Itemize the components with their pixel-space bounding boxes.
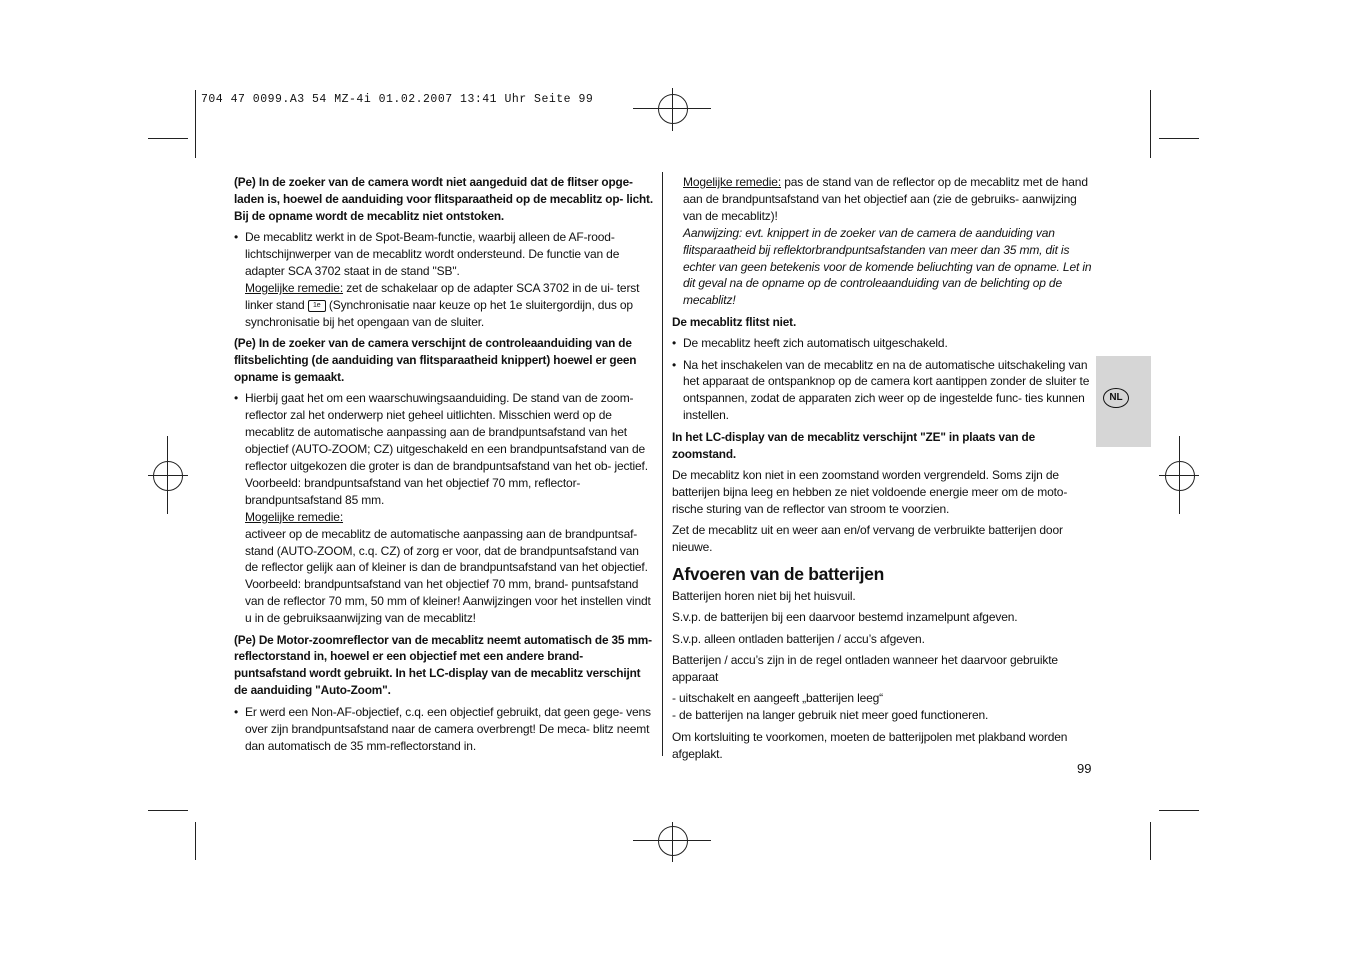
note-italic: Aanwijzing: evt. knippert in de zoeker van de camera de aanduiding van flitsparaatheid bij reflektorbrandpuntsafstanden van meer dan 35 mm, dit is echter van geen betekenis voor de komende beliuchting van de opname. Let in dit geval na de opname op de controleaanduiding van de belichting op de mecablitz! (683, 225, 1092, 308)
section-title-battery-disposal: Afvoeren van de batterijen (672, 564, 884, 585)
heading-exposure-indicator: (Pe) In de zoeker van de camera verschijnt de controleaanduiding van de flitsbelichting (de aanduiding van flitsparaatheid knippert) hoewel er geen opname is gemaakt. (234, 336, 637, 384)
bullet-spot-beam: • De mecablitz werkt in de Spot-Beam-functie, waarbij alleen de AF-rood- lichtschijnwerper van de mecablitz wordt ondersteund. De functie van de adapter SCA 3702 staat in de stand "SB". Mogelijke remedie: zet de schakelaar op de adapter SCA 3702 in de ui- terst linker stand 1e (Synchronisatie naar keuze op het 1e sluitergordijn, dus op synchronisatie bij het opengaan van de sluiter. (234, 229, 653, 330)
paragraph-only-discharged: S.v.p. alleen ontladen batterijen / accu’s afgeven. (672, 631, 925, 646)
heading-flash-not-charged: (Pe) In de zoeker van de camera wordt niet aangeduid dat de flitser opge- laden is, hoewel de aanduiding voor flitsparaatheid op de mecablitz op- licht. Bij de opname wordt de mecablitz niet ontstoken. (234, 175, 653, 223)
bullet-auto-off: • De mecablitz heeft zich automatisch uitgeschakeld. (672, 335, 1096, 352)
paragraph-zoom-lock: De mecablitz kon niet in een zoomstand worden vergrendeld. Soms zijn de batterijen bijna leeg en hebben ze niet voldoende energie meer om de moto- rische sturing van de reflector van stroom te voorzien. (672, 468, 1068, 516)
heading-no-flash: De mecablitz flitst niet. (672, 314, 797, 329)
paragraph-conditions: - uitschakelt en aangeeft „batterijen leeg“ - de batterijen na langer gebruik niet meer goed functioneren. (672, 691, 989, 723)
bullet-non-af-lens: • Er werd een Non-AF-objectief, c.q. een objectief gebruikt, dat geen gege- vens over zijn brandpuntsafstand naar de camera overbrengt! De meca- blitz neemt dan automatisch de 35 mm-reflectorstand in. (234, 704, 653, 755)
paragraph-collection-point: S.v.p. de batterijen bij een daarvoor bestemd inzamelpunt afgeven. (672, 610, 1018, 625)
heading-ze-display: In het LC-display van de mecablitz verschijnt "ZE" in plaats van de zoomstand. (672, 429, 1036, 461)
left-column (234, 174, 653, 759)
first-curtain-sync-icon: 1e (308, 300, 326, 312)
paragraph-short-circuit: Om kortsluiting te voorkomen, moeten de batterijpolen met plakband worden afgeplakt. (672, 729, 1068, 761)
heading-motor-zoom: (Pe) De Motor-zoomreflector van de mecablitz neemt automatisch de 35 mm-reflectorstand in, hoewel er een objectief met een andere brand- puntsafstand wordt gebruikt. In het LC-display van de mecablitz verschijnt de aanduiding "Auto-Zoom". (234, 632, 652, 698)
bullet-reactivate: • Na het inschakelen van de mecablitz en na de automatische uitschakeling van het apparaat de ontspanknop op de camera kort aantippen zonder de sluiter te ontspannen, zodat de apparaten zich weer op de ingestelde func- ties kunnen instellen. (672, 357, 1096, 425)
language-badge-nl: NL (1103, 388, 1129, 408)
page-number: 99 (1077, 761, 1092, 776)
paragraph-replace-batteries: Zet de mecablitz uit en weer aan en/of vervang de verbruikte batterijen door nieuwe. (672, 523, 1063, 555)
right-column (672, 174, 1096, 767)
print-slug: 704 47 0099.A3 54 MZ-4i 01.02.2007 13:41 Uhr Seite 99 (201, 93, 594, 106)
paragraph-discharged-when: Batterijen / accu’s zijn in de regel ontladen wanneer het daarvoor gebruikte apparaat (672, 653, 1058, 685)
column-divider (662, 172, 663, 756)
remedy-reflector: Mogelijke remedie: pas de stand van de reflector op de mecablitz met de hand aan de brandpuntsafstand van het objectief aan (zie de gebruiks- aanwijzing van de mecablitz)! Aanwijzing: evt. knippert in de zoeker van de camera de aanduiding van flitsparaatheid bij reflektorbrandpuntsafstanden van meer dan 35 mm, dit is echter van geen betekenis voor de komende beliuchting van de opname. Let in dit geval na de opname op de controleaanduiding van de belichting op de mecablitz! (683, 175, 1092, 308)
paragraph-not-household: Batterijen horen niet bij het huisvuil. (672, 588, 856, 603)
bullet-warning-indicator: • Hierbij gaat het om een waarschuwingsaanduiding. De stand van de zoom- reflector zal het onderwerp niet geheel uitlichten. Misschien werd op de mecablitz de automatische aanpassing aan de brandpuntsafstand van het objectief (AUTO-ZOOM; CZ) uitgeschakeld en een brandpuntsafstand van de reflector uitgekozen die groter is dan de brandpuntsafstand van het ob- jectief. Voorbeeld: brandpuntsafstand van het objectief 70 mm, reflector- brandpuntsafstand 85 mm. Mogelijke remedie: activeer op de mecablitz de automatische aanpassing aan de brandpuntsaf- stand (AUTO-ZOOM, c.q. CZ) of zorg er voor, dat de brandpuntsafstand van de reflector gelijk aan of kleiner is dan de brandpuntsafstand van het objectief. Voorbeeld: brandpuntsafstand van het objectief 70 mm, brand- puntsafstand van de reflector 70 mm, 50 mm of kleiner! Aanwijzingen voor het instellen vindt u in de gebruiksaanwijzing van de mecablitz! (234, 390, 653, 627)
